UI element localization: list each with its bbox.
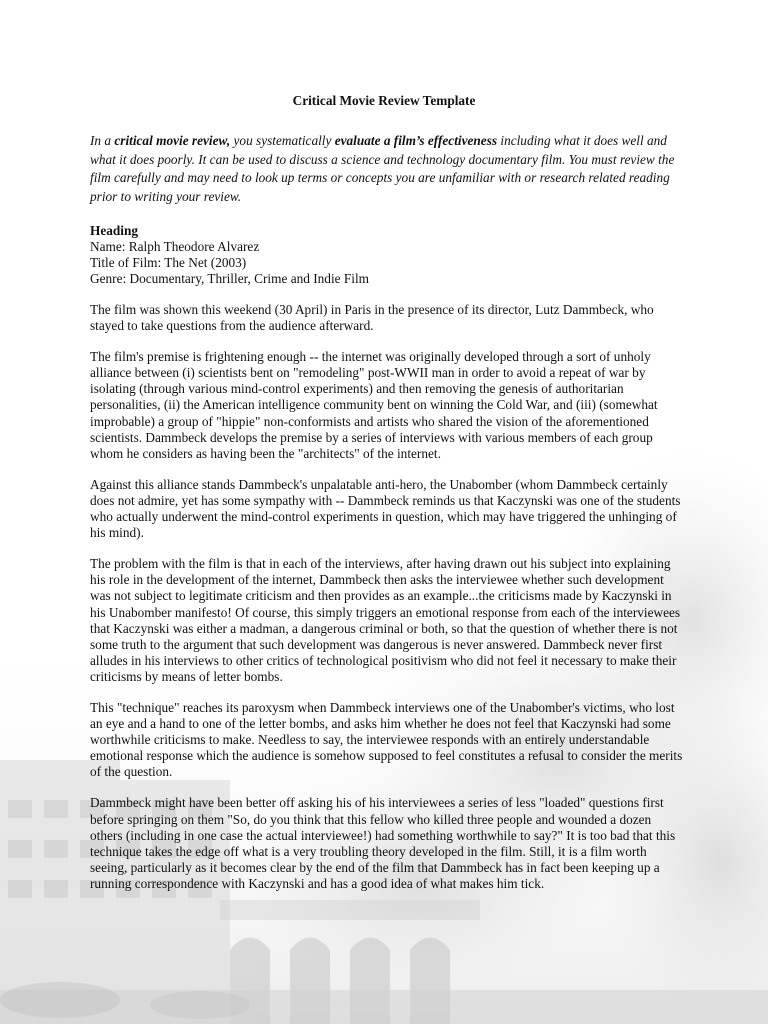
intro-bold-2: evaluate a film’s effectiveness [334,133,498,148]
reviewer-name: Name: Ralph Theodore Alvarez [90,239,260,255]
body-paragraph: The film's premise is frightening enough -- the internet was originally developed through a sort of unholy alliance between (i) scientists bent on "remodeling" post-WWII man in order to avoid a repeat of war by isolating (through various mind-control experiments) and then removing the genesis of authoritarian personalities, (ii) the American intelligence community bent on winning the Cold War, and (iii) (somewhat improbable) a group of "hippie" non-conformists and artists who shared the vision of the aforementioned scientists. Dammbeck develops the premise by a series of interviews with various members of each group whom he considers as having been the "architects" of the internet. [90,349,658,461]
body-paragraph: The film was shown this weekend (30 April) in Paris in the presence of its director, Lutz Dammbeck, who stayed to take questions from the audience afterward. [90,302,654,334]
intro-text-1: In a [90,133,115,148]
heading-block [90,223,684,287]
heading-label: Heading [90,223,139,239]
film-title: Title of Film: The Net (2003) [90,255,247,271]
body-paragraph: The problem with the film is that in each of the interviews, after having drawn out his subject into explaining his role in the development of the internet, Dammbeck then asks the interviewee whether such development was not subject to legitimate criticism and then provides as an example...the criticisms made by Kaczynski in his Unabomber manifesto! Of course, this simply triggers an emotional response from each of the interviewees that Kaczynski was either a madman, a dangerous criminal or both, so that the question of whether there is not some truth to the argument that such development was dangerous is never answered. Dammbeck never first alludes in his interviews to other critics of technological positivism who did not feel it necessary to make their criticisms by means of letter bombs. [90,556,681,684]
body-paragraph: This "technique" reaches its paroxysm when Dammbeck interviews one of the Unabomber's victims, who lost an eye and a hand to one of the letter bombs, and asks him whether he does not feel that Kaczynski had some worthwhile criticisms to make. Needless to say, the interviewee responds with an entirely understandable emotional response which the audience is somehow supposed to feel constitutes a refusal to consider the merits of the question. [90,699,683,780]
intro-paragraph [90,132,684,206]
intro-bold-1: critical movie review, [114,133,231,148]
film-genre: Genre: Documentary, Thriller, Crime and Indie Film [90,271,369,287]
body-paragraph: Dammbeck might have been better off asking his of his interviewees a series of less "loaded" questions first before springing on them "So, do you think that this fellow who killed three people and wounded a dozen others (including in one case the actual interviewee!) had something worthwhile to say?" It is too bad that this technique takes the edge off what is a very troubling theory developed in the film. Still, it is a film worth seeing, particularly as it becomes clear by the end of the film that Dammbeck has in fact been keeping up a running correspondence with Kaczynski and has a good idea of what makes him tick. [90,795,676,891]
body-paragraph: Against this alliance stands Dammbeck's unpalatable anti-hero, the Unabomber (whom Dammbeck certainly does not admire, yet has some sympathy with -- Dammbeck reminds us that Kaczynski was one of the students who actually underwent the mind-control experiments in question, which may have triggered the unhinging of his mind). [90,476,681,541]
intro-text-2: you systematically [230,133,335,148]
document-title: Critical Movie Review Template [292,93,476,108]
intro-text-3: including what it does well and what it does poorly. It can be used to discuss a science and technology documentary film. You must review the film carefully and may need to look up terms or concepts you are unfamiliar with or research related reading prior to writing your review. [90,133,675,204]
